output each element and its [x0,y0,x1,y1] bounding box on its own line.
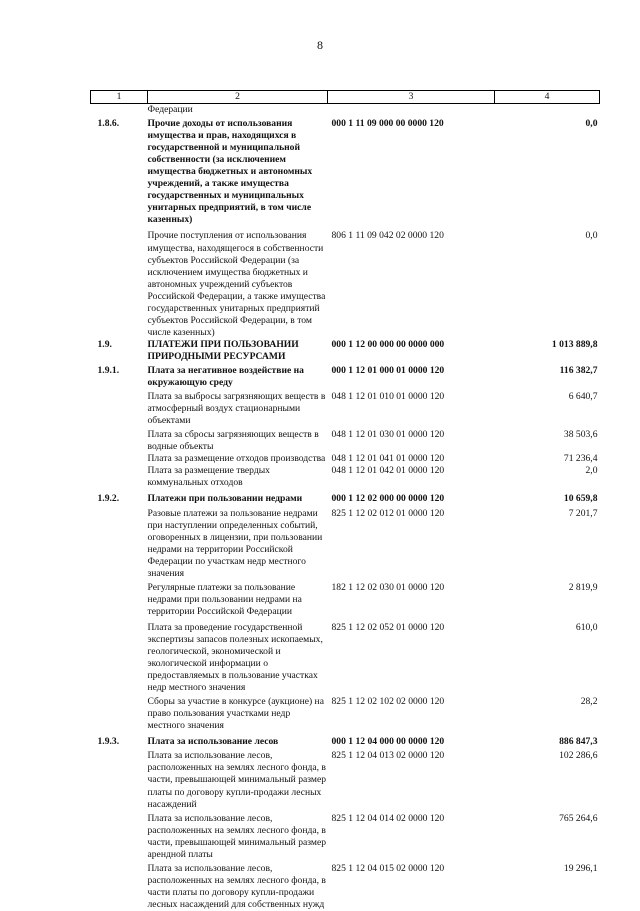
row-code: 000 1 12 02 000 00 0000 120 [328,493,495,507]
row-code: 825 1 12 04 013 02 0000 120 [328,750,495,812]
table-row [91,339,600,365]
table-row [91,493,600,507]
row-code: 000 1 12 04 000 00 0000 120 [328,736,495,750]
header-col-1: 1 [91,91,148,104]
table-row [91,391,600,429]
row-amount: 2 819,9 [495,582,600,622]
row-number: 1.8.6. [91,118,148,230]
row-amount: 102 286,6 [495,750,600,812]
row-number [91,582,148,622]
table-row [91,813,600,863]
row-number: 1.9. [91,339,148,365]
row-number [91,750,148,812]
row-name: Сборы за участие в конкурсе (аукционе) на право пользования участками недр местного значения [148,696,328,736]
row-name: Плата за проведение государственной экспертизы запасов полезных ископаемых, геологической, экономической и экологической информации о предоставляемых в пользование участках недр местного значения [148,622,328,696]
row-name: Плата за использование лесов [148,736,328,750]
table-row [91,508,600,582]
row-name: Регулярные платежи за пользование недрами при пользовании недрами на территории Российской Федерации [148,582,328,622]
table-row [91,582,600,622]
budget-revenue-table [90,90,600,911]
table-row [91,622,600,696]
row-code: 048 1 12 01 042 01 0000 120 [328,465,495,493]
row-number [91,391,148,429]
row-amount: 765 264,6 [495,813,600,863]
row-name: Плата за выбросы загрязняющих веществ в атмосферный воздух стационарными объектами [148,391,328,429]
row-code: 806 1 11 09 042 02 0000 120 [328,230,495,338]
row-name: Плата за размещение твердых коммунальных отходов [148,465,328,493]
row-amount: 2,0 [495,465,600,493]
row-number [91,813,148,863]
row-code: 182 1 12 02 030 01 0000 120 [328,582,495,622]
row-number: 1.9.2. [91,493,148,507]
row-name: Плата за негативное воздействие на окружающую среду [148,365,328,391]
row-amount: 71 236,4 [495,453,600,465]
row-code: 000 1 12 01 000 01 0000 120 [328,365,495,391]
table-row [91,118,600,230]
row-code: 825 1 12 02 052 01 0000 120 [328,622,495,696]
row-name: Прочие доходы от использования имущества и прав, находящихся в государственной и муниципальной собственности (за исключением имущества бюджетных и автономных учреждений, а также имущества государственных и муниципальных унитарных предприятий, в том числе казенных) [148,118,328,230]
table-row [91,736,600,750]
row-code [328,104,495,119]
row-amount: 6 640,7 [495,391,600,429]
table-row [91,465,600,493]
table-row [91,453,600,465]
row-amount: 10 659,8 [495,493,600,507]
row-name: Плата за сбросы загрязняющих веществ в водные объекты [148,429,328,453]
table-row [91,750,600,812]
row-number [91,429,148,453]
row-name: Прочие поступления от использования имущества, находящегося в собственности субъектов Российской Федерации (за исключением имущества бюджетных и автономных учреждений субъектов Российской Федерации, а также имущества государственных унитарных предприятий субъектов Российской Федерации, в том числе казенных) [148,230,328,338]
row-number [91,696,148,736]
row-amount: 7 201,7 [495,508,600,582]
row-code: 048 1 12 01 030 01 0000 120 [328,429,495,453]
header-col-2: 2 [148,91,328,104]
row-name: ПЛАТЕЖИ ПРИ ПОЛЬЗОВАНИИ ПРИРОДНЫМИ РЕСУРСАМИ [148,339,328,365]
table-row [91,863,600,911]
row-name: Плата за использование лесов, расположенных на землях лесного фонда, в части платы по договору купли-продажи лесных насаждений для собственных нужд [148,863,328,911]
row-name: Плата за использование лесов, расположенных на землях лесного фонда, в части, превышающей минимальный размер платы по договору купли-продажи лесных насаждений [148,750,328,812]
table-row [91,429,600,453]
row-number: 1.9.1. [91,365,148,391]
table-body [91,91,600,911]
table-row [91,230,600,338]
row-number: 1.9.3. [91,736,148,750]
page-number: 8 [0,38,640,53]
row-amount: 610,0 [495,622,600,696]
row-amount: 19 296,1 [495,863,600,911]
row-amount: 116 382,7 [495,365,600,391]
row-number [91,622,148,696]
row-amount: 1 013 889,8 [495,339,600,365]
row-amount: 0,0 [495,118,600,230]
row-code: 825 1 12 02 102 02 0000 120 [328,696,495,736]
row-number [91,465,148,493]
row-amount: 0,0 [495,230,600,338]
row-number [91,508,148,582]
row-amount [495,104,600,119]
header-col-3: 3 [328,91,495,104]
row-number [91,104,148,119]
row-name: Плата за использование лесов, расположенных на землях лесного фонда, в части, превышающей минимальный размер арендной платы [148,813,328,863]
row-amount: 28,2 [495,696,600,736]
table-header-row [91,91,600,104]
row-code: 825 1 12 04 014 02 0000 120 [328,813,495,863]
row-code: 048 1 12 01 041 01 0000 120 [328,453,495,465]
row-number [91,453,148,465]
row-code: 048 1 12 01 010 01 0000 120 [328,391,495,429]
table-row [91,696,600,736]
row-code: 825 1 12 04 015 02 0000 120 [328,863,495,911]
row-number [91,230,148,338]
row-code: 000 1 12 00 000 00 0000 000 [328,339,495,365]
row-code: 825 1 12 02 012 01 0000 120 [328,508,495,582]
table-row [91,365,600,391]
row-name: Плата за размещение отходов производства [148,453,328,465]
row-name: Разовые платежи за пользование недрами при наступлении определенных событий, оговоренных в лицензии, при пользовании недрами на территории Российской Федерации по участкам недр местного значения [148,508,328,582]
row-amount: 38 503,6 [495,429,600,453]
table-row [91,104,600,119]
row-number [91,863,148,911]
row-name: Федерации [148,104,328,119]
header-col-4: 4 [495,91,600,104]
row-code: 000 1 11 09 000 00 0000 120 [328,118,495,230]
row-amount: 886 847,3 [495,736,600,750]
row-name: Платежи при пользовании недрами [148,493,328,507]
